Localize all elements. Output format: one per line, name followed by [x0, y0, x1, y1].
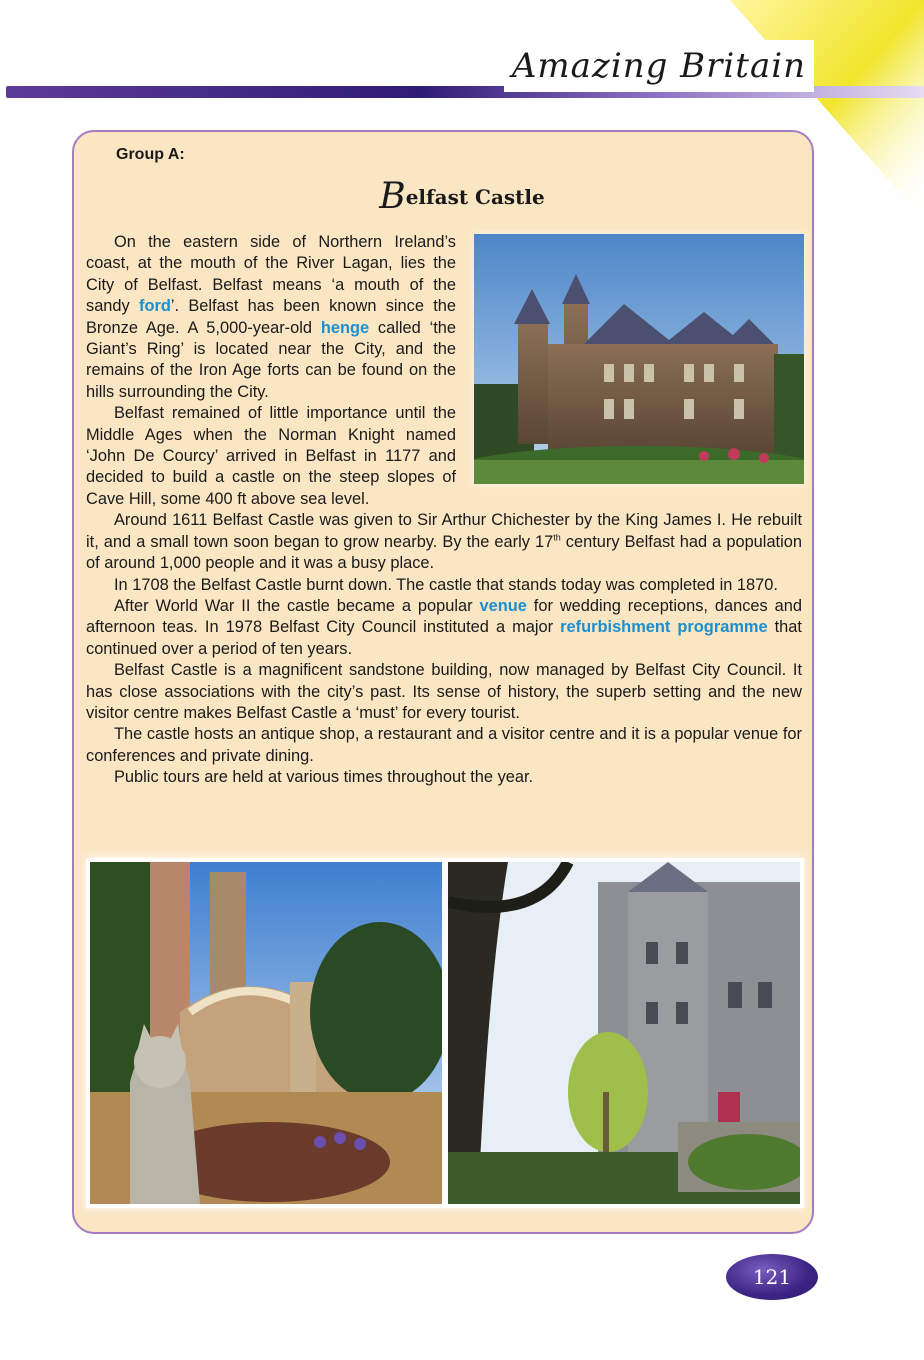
paragraph-5: After World War II the castle became a popular venue for wedding receptions, dances and afternoon teas. In 1978 Belfast City Council instituted a major refurbishment programme that continued over a period of ten years.: [86, 596, 802, 658]
paragraph-7: The castle hosts an antique shop, a restaurant and a visitor centre and it is a popular venue for conferences and private dining.: [86, 725, 802, 765]
article-body: [86, 232, 802, 789]
group-label: Group A:: [116, 146, 185, 163]
castle-facade-photo: [474, 234, 804, 484]
page-number-badge: 121: [726, 1254, 818, 1300]
castle-stairway-cat-statue-photo: [90, 862, 442, 1204]
title-initial: B: [379, 176, 406, 217]
keyword-refurbishment-programme: refurbishment programme: [560, 618, 768, 637]
title-rest: elfast Castle: [405, 185, 545, 209]
paragraph-6: Belfast Castle is a magnificent sandstone building, now managed by Belfast City Council. It has close associations with the city’s past. Its sense of history, the superb setting and the new visitor centre makes Belfast Castle a ‘must’ for every tourist.: [86, 661, 802, 722]
paragraph-4: In 1708 the Belfast Castle burnt down. The castle that stands today was completed in 1870.: [114, 575, 778, 594]
keyword-henge: henge: [320, 318, 370, 337]
castle-tower-tree-photo: [448, 862, 800, 1204]
paragraph-2: Belfast remained of little importance until the Middle Ages when the Norman Knight named ‘John De Courcy’ arrived in Belfast in 1177 and decided to build a castle on the steep slopes of Cave Hill, some 400 ft above sea level.: [86, 404, 456, 508]
keyword-venue: venue: [479, 596, 527, 615]
keyword-ford: ford: [139, 297, 171, 316]
paragraph-8: Public tours are held at various times throughout the year.: [114, 768, 534, 787]
photo-strip: [86, 858, 804, 1208]
paragraph-1: On the eastern side of Northern Ireland’s coast, at the mouth of the River Lagan, lies the City of Belfast. Belfast means ‘a mouth of the sandy ford’. Belfast has been known since the Bronze Age. A 5,000-year-old henge called ‘the Giant’s Ring’ is located near the City, and the remains of the Iron Age forts can be found on the hills surrounding the City.: [86, 233, 456, 401]
series-title: Amazing Britain: [504, 40, 814, 92]
paragraph-3: Around 1611 Belfast Castle was given to Sir Arthur Chichester by the King James I. He rebuilt it, and a small town soon began to grow nearby. By the early 17th century Belfast had a population of around 1,000 people and it was a busy place.: [86, 511, 802, 573]
article-title: [0, 176, 924, 217]
